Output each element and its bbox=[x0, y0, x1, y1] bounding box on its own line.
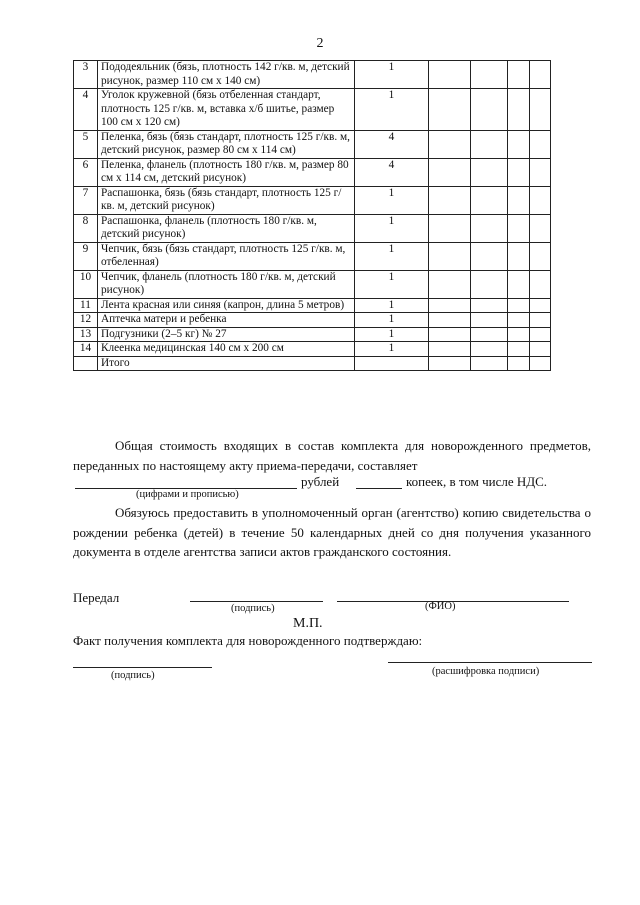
item-quantity: 1 bbox=[355, 214, 429, 242]
empty-cell bbox=[508, 327, 530, 342]
item-quantity: 1 bbox=[355, 270, 429, 298]
empty-cell bbox=[429, 313, 471, 328]
empty-cell bbox=[508, 89, 530, 131]
row-number: 10 bbox=[74, 270, 98, 298]
empty-cell bbox=[508, 356, 530, 371]
table-row bbox=[74, 130, 551, 158]
page-number: 2 bbox=[316, 36, 324, 51]
table-row bbox=[74, 186, 551, 214]
row-number: 4 bbox=[74, 89, 98, 131]
empty-cell bbox=[508, 313, 530, 328]
empty-cell bbox=[429, 186, 471, 214]
empty-cell bbox=[530, 356, 551, 371]
fio-caption: (ФИО) bbox=[425, 601, 456, 612]
table-row bbox=[74, 89, 551, 131]
empty-cell bbox=[471, 158, 508, 186]
table-row bbox=[74, 61, 551, 89]
empty-cell bbox=[508, 130, 530, 158]
receiver-decoding-line bbox=[388, 662, 592, 663]
empty-cell bbox=[530, 61, 551, 89]
empty-cell bbox=[471, 61, 508, 89]
empty-cell bbox=[74, 356, 98, 371]
empty-cell bbox=[508, 270, 530, 298]
item-quantity: 1 bbox=[355, 327, 429, 342]
item-name: Клеенка медицинская 140 см х 200 см bbox=[98, 342, 355, 357]
item-name: Подгузники (2–5 кг) № 27 bbox=[98, 327, 355, 342]
empty-cell bbox=[530, 214, 551, 242]
empty-cell bbox=[471, 327, 508, 342]
empty-cell bbox=[530, 186, 551, 214]
item-quantity: 1 bbox=[355, 242, 429, 270]
empty-cell bbox=[429, 327, 471, 342]
empty-cell bbox=[429, 61, 471, 89]
empty-cell bbox=[508, 186, 530, 214]
empty-cell bbox=[471, 298, 508, 313]
signature-caption-2: (подпись) bbox=[111, 670, 155, 681]
empty-cell bbox=[471, 313, 508, 328]
receipt-confirm-label: Факт получения комплекта для новорожденного подтверждаю: bbox=[73, 633, 423, 648]
row-number: 7 bbox=[74, 186, 98, 214]
item-quantity: 4 bbox=[355, 130, 429, 158]
row-number: 6 bbox=[74, 158, 98, 186]
empty-cell bbox=[508, 342, 530, 357]
row-number: 13 bbox=[74, 327, 98, 342]
empty-cell bbox=[508, 242, 530, 270]
obligation-paragraph: Обязуюсь предоставить в уполномоченный орган (агентство) копию свидетельства о рождении ребенка (детей) в течение 50 календарных дней со дня получения указанного документа в отделе агентства записи актов гражданского состояния. bbox=[73, 505, 591, 559]
item-name: Распашонка, бязь (бязь стандарт, плотность 125 г/кв. м, детский рисунок) bbox=[98, 186, 355, 214]
empty-cell bbox=[530, 242, 551, 270]
item-name: Лента красная или синяя (капрон, длина 5 метров) bbox=[98, 298, 355, 313]
table-row bbox=[74, 270, 551, 298]
table-row bbox=[74, 298, 551, 313]
table-row bbox=[74, 327, 551, 342]
row-number: 8 bbox=[74, 214, 98, 242]
empty-cell bbox=[429, 356, 471, 371]
item-quantity: 1 bbox=[355, 186, 429, 214]
kopecks-line bbox=[356, 488, 402, 489]
rubles-label: рублей bbox=[301, 474, 340, 489]
table-row bbox=[74, 342, 551, 357]
kopecks-vat-label: копеек, в том числе НДС. bbox=[406, 474, 548, 489]
handed-signature-line bbox=[190, 601, 323, 602]
empty-cell bbox=[471, 89, 508, 131]
item-quantity: 4 bbox=[355, 158, 429, 186]
item-name: Пеленка, бязь (бязь стандарт, плотность 125 г/кв. м, детский рисунок, размер 80 см х 114 см) bbox=[98, 130, 355, 158]
empty-cell bbox=[508, 158, 530, 186]
empty-cell bbox=[471, 214, 508, 242]
table-row bbox=[74, 158, 551, 186]
stamp-label: М.П. bbox=[293, 616, 323, 631]
empty-cell bbox=[429, 158, 471, 186]
row-number: 14 bbox=[74, 342, 98, 357]
total-row bbox=[74, 356, 551, 371]
item-name: Пододеяльник (бязь, плотность 142 г/кв. м, детский рисунок, размер 110 см х 140 см) bbox=[98, 61, 355, 89]
empty-cell bbox=[530, 158, 551, 186]
cost-paragraph bbox=[73, 436, 591, 475]
cost-text: Общая стоимость входящих в состав комплекта для новорожденного предметов, переданных по настоящему акту приема-передачи, составляет bbox=[73, 438, 591, 473]
item-quantity: 1 bbox=[355, 298, 429, 313]
item-quantity: 1 bbox=[355, 342, 429, 357]
empty-cell bbox=[471, 342, 508, 357]
table-row bbox=[74, 214, 551, 242]
item-name: Уголок кружевной (бязь отбеленная стандарт, плотность 125 г/кв. м, вставка х/б шитье, размер 100 см х 120 см) bbox=[98, 89, 355, 131]
empty-cell bbox=[530, 327, 551, 342]
signature-caption: (подпись) bbox=[231, 603, 275, 614]
empty-cell bbox=[429, 342, 471, 357]
empty-cell bbox=[508, 214, 530, 242]
table-row bbox=[74, 242, 551, 270]
empty-cell bbox=[530, 130, 551, 158]
item-quantity: 1 bbox=[355, 313, 429, 328]
item-name: Чепчик, фланель (плотность 180 г/кв. м, детский рисунок) bbox=[98, 270, 355, 298]
item-name: Пеленка, фланель (плотность 180 г/кв. м, размер 80 см х 114 см, детский рисунок) bbox=[98, 158, 355, 186]
item-name: Аптечка матери и ребенка bbox=[98, 313, 355, 328]
empty-cell bbox=[429, 270, 471, 298]
row-number: 3 bbox=[74, 61, 98, 89]
empty-cell bbox=[471, 356, 508, 371]
empty-cell bbox=[530, 313, 551, 328]
empty-cell bbox=[471, 186, 508, 214]
empty-cell bbox=[471, 130, 508, 158]
decoding-caption: (расшифровка подписи) bbox=[432, 666, 540, 677]
empty-cell bbox=[429, 242, 471, 270]
empty-cell bbox=[508, 61, 530, 89]
row-number: 5 bbox=[74, 130, 98, 158]
empty-cell bbox=[429, 89, 471, 131]
empty-cell bbox=[429, 214, 471, 242]
item-name: Распашонка, фланель (плотность 180 г/кв. м, детский рисунок) bbox=[98, 214, 355, 242]
row-number: 12 bbox=[74, 313, 98, 328]
receiver-signature-line bbox=[73, 667, 212, 668]
empty-cell bbox=[530, 89, 551, 131]
item-quantity: 1 bbox=[355, 61, 429, 89]
total-label: Итого bbox=[98, 356, 355, 371]
item-quantity: 1 bbox=[355, 89, 429, 131]
empty-cell bbox=[530, 298, 551, 313]
items-table bbox=[73, 60, 551, 371]
empty-cell bbox=[429, 298, 471, 313]
row-number: 11 bbox=[74, 298, 98, 313]
item-name: Чепчик, бязь (бязь стандарт, плотность 125 г/кв. м, отбеленная) bbox=[98, 242, 355, 270]
in-words-caption: (цифрами и прописью) bbox=[136, 489, 239, 500]
row-number: 9 bbox=[74, 242, 98, 270]
empty-cell bbox=[530, 342, 551, 357]
handed-over-label: Передал bbox=[73, 590, 120, 605]
empty-cell bbox=[471, 242, 508, 270]
table-row bbox=[74, 313, 551, 328]
empty-cell bbox=[355, 356, 429, 371]
empty-cell bbox=[530, 270, 551, 298]
empty-cell bbox=[471, 270, 508, 298]
empty-cell bbox=[429, 130, 471, 158]
empty-cell bbox=[508, 298, 530, 313]
